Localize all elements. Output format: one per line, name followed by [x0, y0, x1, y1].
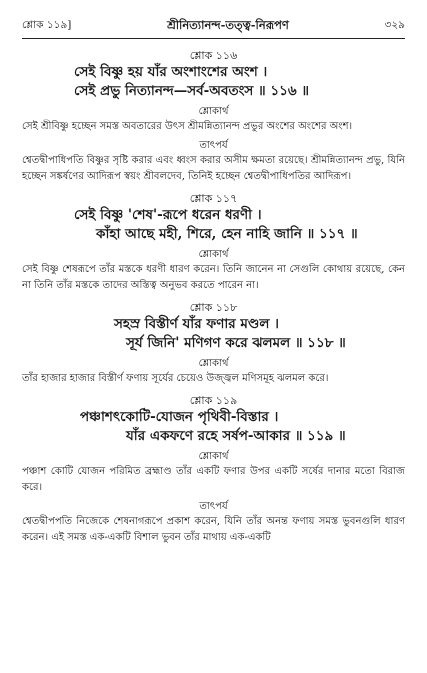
- verse-heading: শ্লোক ১১৬: [189, 49, 238, 62]
- verse-line-2: সূর্য জিনি' মণিগণ করে ঝলমল ॥ ১১৮ ॥: [126, 335, 346, 351]
- translation-text: তাঁর হাজার হাজার বিস্তীর্ণ ফণায় সূর্যের চেয়েও উজ্জ্বল মণিসমূহ ঝলমল করে।: [22, 373, 329, 384]
- verse-heading: শ্লোক ১১৯: [189, 394, 238, 407]
- page-header: [22, 14, 405, 38]
- verse-section-118: [22, 301, 405, 387]
- header-rule: [22, 38, 405, 39]
- verse-heading: শ্লোক ১১৮: [189, 301, 238, 314]
- page-number: ৩২৯: [384, 18, 405, 31]
- verse-line-2: কাঁহা আছে মহী, শিরে, হেন নাহি জানি ॥ ১১৭ ॥: [96, 226, 358, 242]
- page-content: [22, 42, 405, 546]
- translation-text: সেই শ্রীবিষ্ণু হচ্ছেন সমস্ত অবতারের উৎস শ্রীমন্নিত্যানন্দ প্রভুর অংশের অংশের অংশ।: [22, 121, 353, 132]
- verse-line-1: সেই বিষ্ণু হয় যাঁর অংশাংশের অংশ ।: [74, 64, 268, 80]
- verse-line-2: যাঁর একফণে রহে সর্ষপ-আকার ॥ ১১৯ ॥: [126, 428, 346, 444]
- header-verse-ref: শ্লোক ১১৯]: [22, 18, 72, 31]
- translation-label: শ্লোকার্থ: [198, 358, 229, 369]
- purport-text: শ্বেতদ্বীপপতি নিজেকে শেষনাগরূপে প্রকাশ করেন, যিনি তাঁর অনন্ত ফণায় সমস্ত ভুবনগুলি ধারণ করেন। এই সমস্ত এক-একটি বিশাল ভুবন তাঁর মাথায় এক-একটি: [22, 516, 405, 543]
- verse-section-117: [22, 192, 405, 294]
- translation-text: পঞ্চাশ কোটি যোজন পরিমিত ব্রহ্মাণ্ড তাঁর একটি ফণার উপর একটি সর্ষের দানার মতো বিরাজ করে।: [22, 466, 405, 493]
- purport-label: তাৎপর্য: [199, 501, 228, 512]
- header-chapter-title: শ্রীনিত্যানন্দ-তত্ত্ব-নিরূপণ: [167, 17, 289, 32]
- purport-text: শ্বেতদ্বীপাধিপতি বিষ্ণুর সৃষ্টি করার এবং ধ্বংস করার অসীম ক্ষমতা রয়েছে। শ্রীমন্নিত্যানন্দ প্রভু, যিনি হচ্ছেন সঙ্কর্ষণের আদিরূপ স্বয়ং শ্রীবলদেব, তিনিই হচ্ছেন শ্বেতদ্বীপাধিপতির আদিরূপ।: [22, 155, 405, 182]
- verse-line-2: সেই প্রভু নিত্যানন্দ—সর্ব-অবতংস ॥ ১১৬ ॥: [74, 83, 309, 99]
- translation-label: শ্লোকার্থ: [198, 451, 229, 462]
- verse-section-116: [22, 49, 405, 185]
- verse-line-1: সহস্র বিস্তীর্ণ যাঁর ফণার মণ্ডল ।: [114, 316, 279, 332]
- verse-line-1: সেই বিষ্ণু 'শেষ'-রূপে ধরেন ধরণী ।: [74, 207, 262, 223]
- verse-line-1: পঞ্চাশৎকোটি-যোজন পৃথিবী-বিস্তার ।: [80, 409, 279, 425]
- purport-label: তাৎপর্য: [199, 140, 228, 151]
- verse-heading: শ্লোক ১১৭: [189, 192, 238, 205]
- verse-section-119: [22, 394, 405, 546]
- translation-text: সেই বিষ্ণু শেষরূপে তাঁর মস্তকে ধরণী ধারণ করেন। তিনি জানেন না সেগুলি কোথায় রয়েছে, কেন না তিনি তাঁর মস্তকে তাদের অস্তিত্ব অনুভব করতে পারেন না।: [22, 264, 405, 291]
- translation-label: শ্লোকার্থ: [198, 249, 229, 260]
- translation-label: শ্লোকার্থ: [198, 106, 229, 117]
